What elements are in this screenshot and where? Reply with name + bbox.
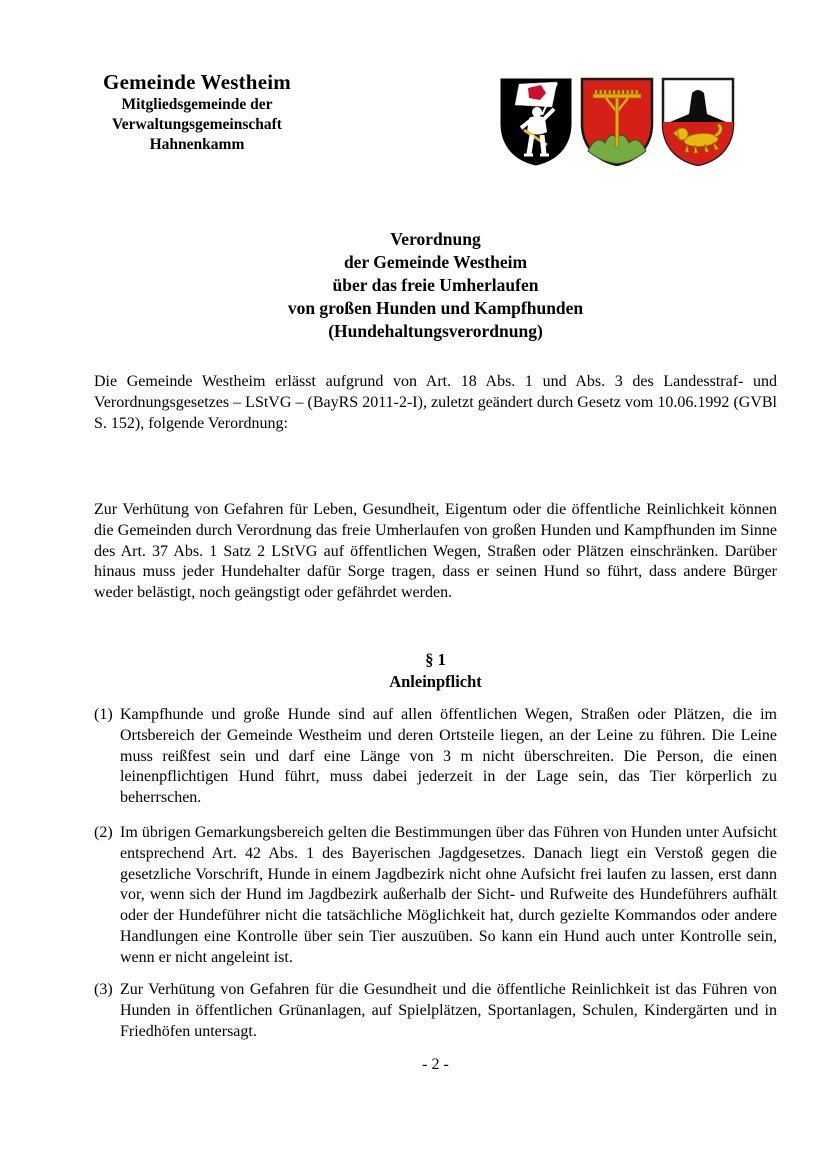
letterhead-subtitle-line: Hahnenkamm <box>149 136 245 153</box>
section-1-paragraph-3 <box>94 980 777 1042</box>
paragraph-text: Zur Verhütung von Gefahren für die Gesundheit und die öffentliche Reinlichkeit ist das Führen von Hunden in öffentlichen Grünanlagen, auf Spielplätzen, Sportanlagen, Schulen, Kindergärten und in Friedhöfen untersagt. <box>120 981 777 1040</box>
ordinance-title <box>94 228 777 343</box>
letterhead <box>94 70 300 155</box>
ordinance-title-line: über das freie Umherlaufen <box>332 275 539 295</box>
ordinance-title-line: der Gemeinde Westheim <box>343 252 528 272</box>
paragraph-text: Im übrigen Gemarkungsbereich gelten die Bestimmungen über das Führen von Hunden unter Aufsicht entsprechend Art. 42 Abs. 1 des Bayerischen Jagdgesetzes. Danach liegt ein Verstoß gegen die gesetzliche Vorschrift, Hunde in einem Jagdbezirk nicht ohne Aufsicht frei laufen zu lassen, erst dann vor, wenn sich der Hund im Jagdbezirk außerhalb der Sicht- und Rufweite des Hundeführers aufhält oder der Hundeführer nicht die tatsächliche Möglichkeit hat, durch gezielte Kommandos oder andere Handlungen eine Kontrolle über sein Tier auszuüben. So kann ein Hund auch unter Kontrolle sein, wenn er nicht angeleint ist. <box>120 824 777 966</box>
preamble-paragraph: Zur Verhütung von Gefahren für Leben, Gesundheit, Eigentum oder die öffentliche Reinlichkeit können die Gemeinden durch Verordnung das freie Umherlaufen von großen Hunden und Kampfhunden im Sinne des Art. 37 Abs. 1 Satz 2 LStVG auf öffentlichen Wegen, Straßen oder Plätzen einschränken. Darüber hinaus muss jeder Hundehalter dafür Sorge tragen, dass er seinen Hund so führt, dass andere Bürger weder belästigt, noch geängstigt oder gefährdet werden. <box>94 501 777 602</box>
paragraph-marker: (3) <box>94 981 113 998</box>
paragraph-marker: (1) <box>94 706 113 723</box>
paragraph-text: Kampfhunde und große Hunde sind auf allen öffentlichen Wegen, Straßen oder Plätzen, die im Ortsbereich der Gemeinde Westheim und deren Ortsteile liegen, an der Leine zu führen. Die Leine muss reißfest sein und darf eine Länge von 3 m nicht überschreiten. Die Person, die einen leinenpflichtigen Hund führt, muss dabei jederzeit in der Lage sein, das Tier körperlich zu beherrschen. <box>120 706 777 807</box>
section-1-heading <box>94 649 777 693</box>
coat-of-arms-row <box>497 74 737 166</box>
letterhead-subtitle-line: Mitgliedsgemeinde der <box>121 96 273 113</box>
ordinance-title-line: (Hundehaltungsverordnung) <box>328 321 543 341</box>
hill-lion-arms-icon <box>659 74 737 166</box>
ordinance-title-line: von großen Hunden und Kampfhunden <box>287 298 584 318</box>
paragraph-marker: (2) <box>94 824 113 841</box>
enactment-clause: Die Gemeinde Westheim erlässt aufgrund von Art. 18 Abs. 1 und Abs. 3 des Landesstraf- und Verordnungsgesetzes – LStVG – (BayRS 2011-2-I), zuletzt geändert durch Gesetz vom 10.06.1992 (GVBl S. 152), folgende Verordnung: <box>94 373 777 432</box>
section-1-paragraph-2 <box>94 823 777 969</box>
section-number: § 1 <box>425 650 446 669</box>
page-number: - 2 - <box>422 1056 449 1073</box>
ordinance-title-line: Verordnung <box>390 229 481 249</box>
rake-trimount-arms-icon <box>578 74 656 166</box>
municipality-name: Gemeinde Westheim <box>103 70 291 94</box>
section-title: Anleinpflicht <box>389 672 482 691</box>
westheim-standard-bearer-arms-icon <box>497 74 575 166</box>
letterhead-subtitle-line: Verwaltungsgemeinschaft <box>112 116 282 133</box>
section-1-paragraph-1 <box>94 705 777 809</box>
